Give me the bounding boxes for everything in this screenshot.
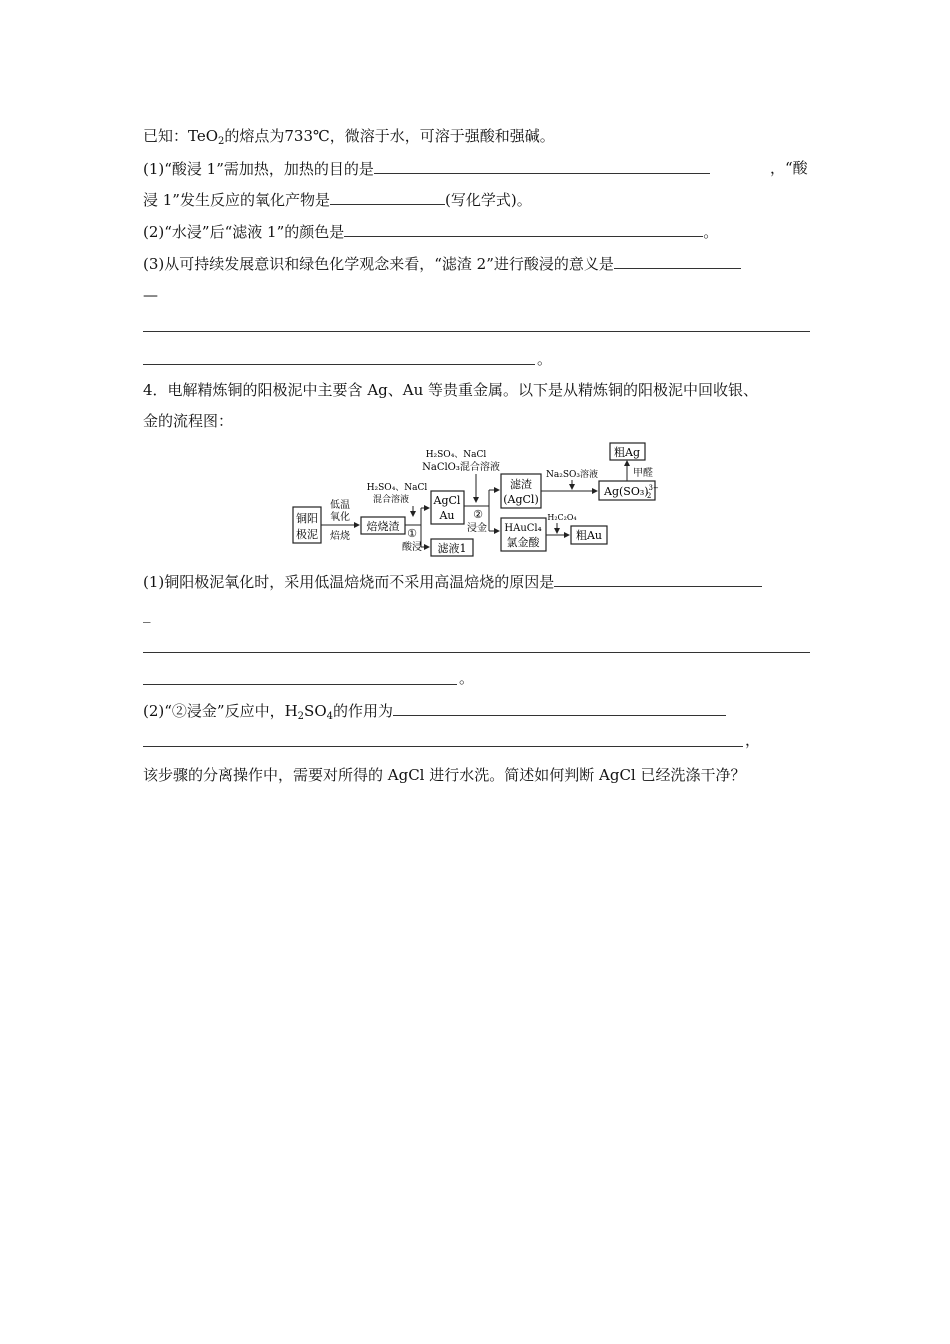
answer-line[interactable] xyxy=(143,331,810,332)
crude-au-label: 粗Au xyxy=(575,529,603,542)
reagent-2-line-2: NaClO₃混合溶液 xyxy=(422,462,500,473)
problem-4-question-2-followup: 该步骤的分离操作中，需要对所得的 AgCl 进行水洗。简述如何判断 AgCl 已经洗涤干净？ xyxy=(143,766,746,784)
ag-complex-label: $Ag(SO_3)^{3-}$ 2 xyxy=(604,484,659,500)
step-1-label: 酸浸 xyxy=(402,542,422,553)
filter-residue-label-1: 滤渣 xyxy=(510,478,532,491)
haucl4-label-2: 氯金酸 xyxy=(506,536,540,549)
step-1-mark: ① xyxy=(407,527,417,540)
low-temp-label-1: 低温 xyxy=(330,500,350,511)
question-1-line-1: (1)“酸浸 1”需加热，加热的目的是 xyxy=(143,158,710,179)
answer-blank[interactable] xyxy=(344,221,703,237)
answer-line[interactable] xyxy=(143,746,743,747)
process-flow-diagram xyxy=(285,440,665,560)
answer-blank[interactable] xyxy=(554,571,762,587)
copper-anode-mud-label-1: 铜阳 xyxy=(296,512,318,525)
reagent-2-line-1: H₂SO₄、NaCl xyxy=(425,450,487,460)
answer-blank[interactable] xyxy=(330,189,445,205)
question-3: (3)从可持续发展意识和绿色化学观念来看，“滤渣 2”进行酸浸的意义是 xyxy=(143,253,741,274)
answer-blank[interactable] xyxy=(614,253,741,269)
problem-4-question-1-dash: _ xyxy=(143,605,151,623)
answer-line[interactable] xyxy=(143,684,457,685)
problem-4-question-2-comma: ， xyxy=(745,731,761,749)
question-3-dash: — xyxy=(143,286,158,304)
question-2: (2)“水浸”后“滤液 1”的颜色是 。 xyxy=(143,223,719,241)
question-1-line-2: 浸 1”发生反应的氧化产物是 (写化学式)。 xyxy=(143,191,532,209)
problem-4-intro-line-2: 金的流程图： xyxy=(143,412,234,430)
answer-blank[interactable] xyxy=(393,700,726,716)
haucl4-label-1: HAuCl₄ xyxy=(504,523,542,534)
na2so3-label: Na₂SO₃溶液 xyxy=(545,470,599,480)
problem-4-question-1: (1)铜阳极泥氧化时，采用低温焙烧而不采用高温焙烧的原因是 xyxy=(143,571,762,592)
filtrate-1-label: 滤液1 xyxy=(437,542,467,555)
answer-blank[interactable] xyxy=(374,158,710,174)
step-2-mark: ② xyxy=(473,508,483,521)
answer-line[interactable] xyxy=(143,364,535,365)
reagent-1-line-2: 混合溶液 xyxy=(372,495,410,505)
filter-residue-label-2: (AgCl) xyxy=(503,493,539,506)
problem-4-question-1-end: 。 xyxy=(459,669,475,687)
h2c2o4-label: H₂C₂O₄ xyxy=(547,513,577,522)
roasted-residue-label: 焙烧渣 xyxy=(366,520,400,533)
problem-4-question-2: (2)“②浸金”反应中，$H_2SO_4$的作用为 xyxy=(143,700,726,727)
problem-4-intro-line-1: 4．电解精炼铜的阳极泥中主要含 Ag、Au 等贵重金属。以下是从精炼铜的阳极泥中回收银、 xyxy=(143,381,759,399)
formaldehyde-label: 甲醛 xyxy=(633,468,653,479)
copper-anode-mud-label-2: 极泥 xyxy=(296,528,318,541)
known-info: 已知：TeO$_2$的熔点为733℃，微溶于水，可溶于强酸和强碱。 xyxy=(143,127,555,147)
question-3-end: 。 xyxy=(537,350,553,368)
low-temp-label-2: 氧化 xyxy=(330,512,350,523)
crude-ag-label: 粗Ag xyxy=(614,446,640,459)
roast-label: 焙烧 xyxy=(330,531,350,542)
question-1-line-1-end: ，“酸 xyxy=(770,159,808,177)
step-2-label: 浸金 xyxy=(467,523,487,534)
au-label: Au xyxy=(439,509,455,522)
reagent-1-line-1: H₂SO₄、NaCl xyxy=(366,483,428,493)
agcl-label: AgCl xyxy=(433,494,461,507)
answer-line[interactable] xyxy=(143,652,810,653)
